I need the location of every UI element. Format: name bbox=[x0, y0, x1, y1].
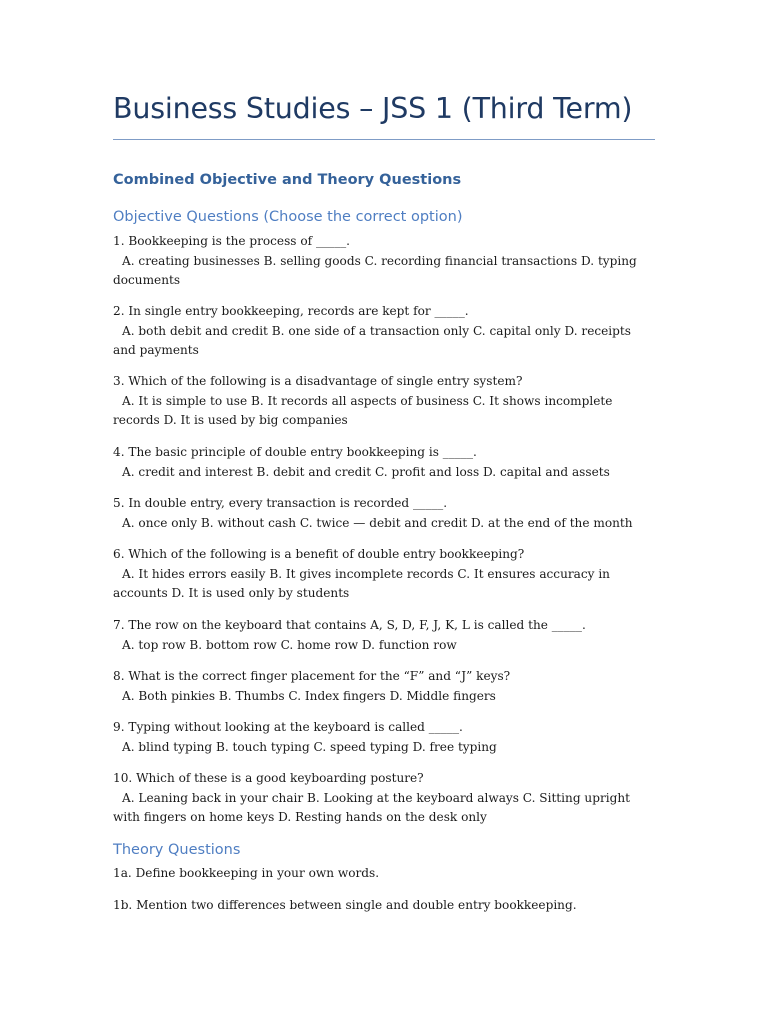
question-stem: 6. Which of the following is a benefit of double entry bookkeeping? bbox=[113, 547, 525, 561]
question-options: A. once only B. without cash C. twice — debit and credit D. at the end of the month bbox=[122, 515, 633, 530]
question-stem: 3. Which of the following is a disadvantage of single entry system? bbox=[113, 374, 523, 388]
question-options: A. It is simple to use B. It records all aspects of business C. It shows incomplete records D. It is used by big companies bbox=[113, 393, 613, 427]
objective-question-6 bbox=[113, 545, 648, 604]
question-stem: 9. Typing without looking at the keyboard is called _____. bbox=[113, 720, 463, 734]
question-options: A. creating businesses B. selling goods C. recording financial transactions D. typing documents bbox=[113, 253, 637, 287]
objective-question-5 bbox=[113, 494, 648, 533]
objective-question-10 bbox=[113, 769, 648, 828]
question-options: A. It hides errors easily B. It gives incomplete records C. It ensures accuracy in accounts D. It is used only by students bbox=[113, 566, 610, 600]
question-stem: 2. In single entry bookkeeping, records are kept for _____. bbox=[113, 304, 469, 318]
question-options: A. credit and interest B. debit and credit C. profit and loss D. capital and assets bbox=[122, 464, 610, 479]
objective-question-1 bbox=[113, 232, 648, 291]
theory-section-heading: Theory Questions bbox=[113, 842, 241, 858]
objective-question-7 bbox=[113, 616, 648, 655]
objective-question-8 bbox=[113, 667, 648, 706]
question-stem: 7. The row on the keyboard that contains A, S, D, F, J, K, L is called the _____. bbox=[113, 618, 586, 632]
theory-question-1b: 1b. Mention two differences between single and double entry bookkeeping. bbox=[113, 898, 577, 912]
objective-question-9 bbox=[113, 718, 648, 757]
question-options: A. top row B. bottom row C. home row D. function row bbox=[122, 637, 457, 652]
question-stem: 8. What is the correct finger placement for the “F” and “J” keys? bbox=[113, 669, 511, 683]
theory-question-1a: 1a. Define bookkeeping in your own words. bbox=[113, 866, 380, 880]
objective-question-2 bbox=[113, 302, 648, 361]
question-stem: 5. In double entry, every transaction is recorded _____. bbox=[113, 496, 448, 510]
title-underline bbox=[113, 139, 655, 140]
document-title: Business Studies – JSS 1 (Third Term) bbox=[113, 92, 633, 125]
question-options: A. Both pinkies B. Thumbs C. Index fingers D. Middle fingers bbox=[122, 688, 496, 703]
document-subtitle: Combined Objective and Theory Questions bbox=[113, 172, 462, 188]
question-options: A. Leaning back in your chair B. Looking at the keyboard always C. Sitting upright with fingers on home keys D. Resting hands on the desk only bbox=[113, 790, 630, 824]
objective-section-heading: Objective Questions (Choose the correct option) bbox=[113, 209, 463, 225]
question-options: A. both debit and credit B. one side of a transaction only C. capital only D. receipts and payments bbox=[113, 323, 631, 357]
question-stem: 1. Bookkeeping is the process of _____. bbox=[113, 234, 351, 248]
objective-question-3 bbox=[113, 372, 648, 431]
question-stem: 4. The basic principle of double entry bookkeeping is _____. bbox=[113, 445, 477, 459]
question-options: A. blind typing B. touch typing C. speed typing D. free typing bbox=[122, 739, 497, 754]
objective-question-4 bbox=[113, 443, 648, 482]
question-stem: 10. Which of these is a good keyboarding posture? bbox=[113, 771, 424, 785]
